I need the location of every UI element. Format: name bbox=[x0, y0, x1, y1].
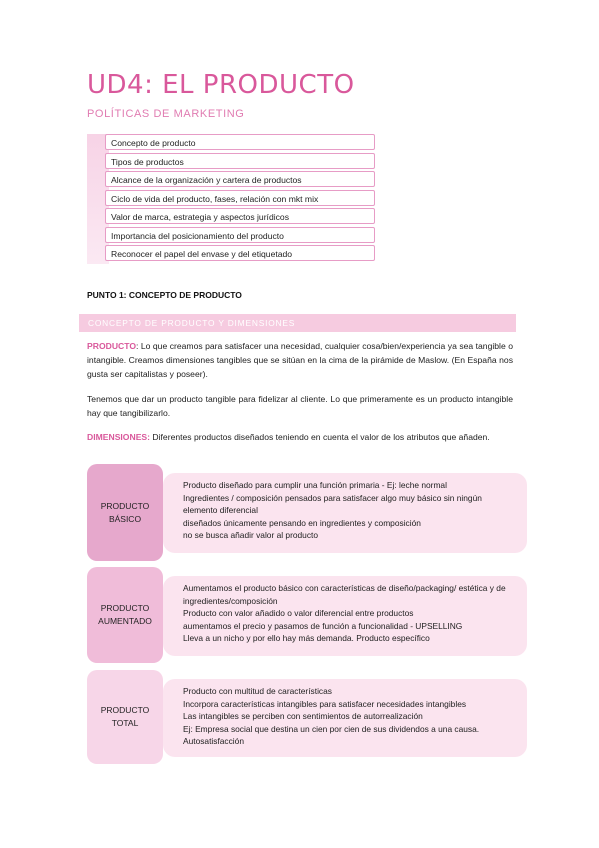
dimension-row-aumentado bbox=[87, 567, 527, 663]
section-heading: PUNTO 1: CONCEPTO DE PRODUCTO bbox=[87, 290, 242, 300]
paragraph-text: Tenemos que dar un producto tangible para fidelizar al cliente. Lo que primeramente es un producto intangible hay que tangibilizarlo. bbox=[87, 394, 513, 418]
dimension-row-basico bbox=[87, 464, 527, 561]
toc-item: Concepto de producto bbox=[105, 134, 375, 150]
dimension-label-text: PRODUCTO BÁSICO bbox=[100, 500, 150, 524]
paragraph-dimensiones bbox=[87, 430, 513, 444]
detail-line: diseñados únicamente pensando en ingredientes y composición bbox=[183, 517, 421, 528]
dimension-label-text: PRODUCTO AUMENTADO bbox=[98, 603, 152, 626]
detail-line: Ej: Empresa social que destina un cien por cien de sus dividendos a una causa. Autosatisfacción bbox=[183, 723, 480, 746]
keyword-producto: PRODUCTO bbox=[87, 341, 137, 351]
dimension-label bbox=[87, 567, 163, 663]
dimension-row-total bbox=[87, 670, 527, 764]
detail-line: Producto con valor añadido o valor diferencial entre productos bbox=[183, 608, 414, 618]
keyword-dimensiones: DIMENSIONES: bbox=[87, 432, 151, 442]
dimension-detail bbox=[163, 679, 527, 757]
section-banner bbox=[79, 314, 516, 332]
page-subtitle: POLÍTICAS DE MARKETING bbox=[87, 108, 245, 120]
detail-line: Lleva a un nicho y por ello hay más demanda. Producto específico bbox=[183, 633, 430, 643]
detail-line: Aumentamos el producto básico con características de diseño/packaging/ estética y de ingredientes/composición bbox=[183, 583, 506, 606]
dimension-detail bbox=[163, 576, 527, 656]
toc-item: Ciclo de vida del producto, fases, relación con mkt mix bbox=[105, 190, 375, 206]
detail-line: aumentamos el precio y pasamos de función a funcionalidad - UPSELLING bbox=[183, 620, 463, 631]
dimension-detail bbox=[163, 473, 527, 553]
dimension-label-text: PRODUCTO TOTAL bbox=[100, 705, 150, 728]
page-title: UD4: EL PRODUCTO bbox=[87, 70, 355, 100]
paragraph-text: Diferentes productos diseñados teniendo en cuenta el valor de los atributos que añaden. bbox=[150, 432, 490, 442]
toc-item: Tipos de productos bbox=[105, 153, 375, 169]
detail-line: no se busca añadir valor al producto bbox=[183, 530, 319, 540]
detail-line: Producto con multitud de características bbox=[183, 686, 332, 696]
dimension-label bbox=[87, 464, 163, 561]
toc-item: Alcance de la organización y cartera de productos bbox=[105, 171, 375, 187]
detail-line: Ingredientes / composición pensados para satisfacer algo muy básico sin ningún elemento diferencial bbox=[183, 492, 482, 515]
section-banner-label: CONCEPTO DE PRODUCTO Y DIMENSIONES bbox=[88, 318, 296, 328]
dimension-label bbox=[87, 670, 163, 764]
paragraph-producto bbox=[87, 339, 513, 381]
toc-item: Reconocer el papel del envase y del etiquetado bbox=[105, 245, 375, 261]
paragraph-tangible bbox=[87, 392, 513, 420]
detail-line: Incorpora características intangibles para satisfacer necesidades intangibles bbox=[183, 698, 467, 709]
toc-item: Valor de marca, estrategia y aspectos jurídicos bbox=[105, 208, 375, 224]
paragraph-text: : Lo que creamos para satisfacer una necesidad, cualquier cosa/bien/experiencia ya sea tangible o intangible. Creamos dimensiones tangibles que se sitúan en la cima de la pirámide de Maslow. (En España nos gusta ser capitalistas y poseer). bbox=[87, 341, 513, 379]
detail-line: Las intangibles se perciben con sentimientos de autorrealización bbox=[183, 711, 423, 721]
detail-line: Producto diseñado para cumplir una función primaria - Ej: leche normal bbox=[183, 480, 447, 490]
toc-item: Importancia del posicionamiento del producto bbox=[105, 227, 375, 243]
